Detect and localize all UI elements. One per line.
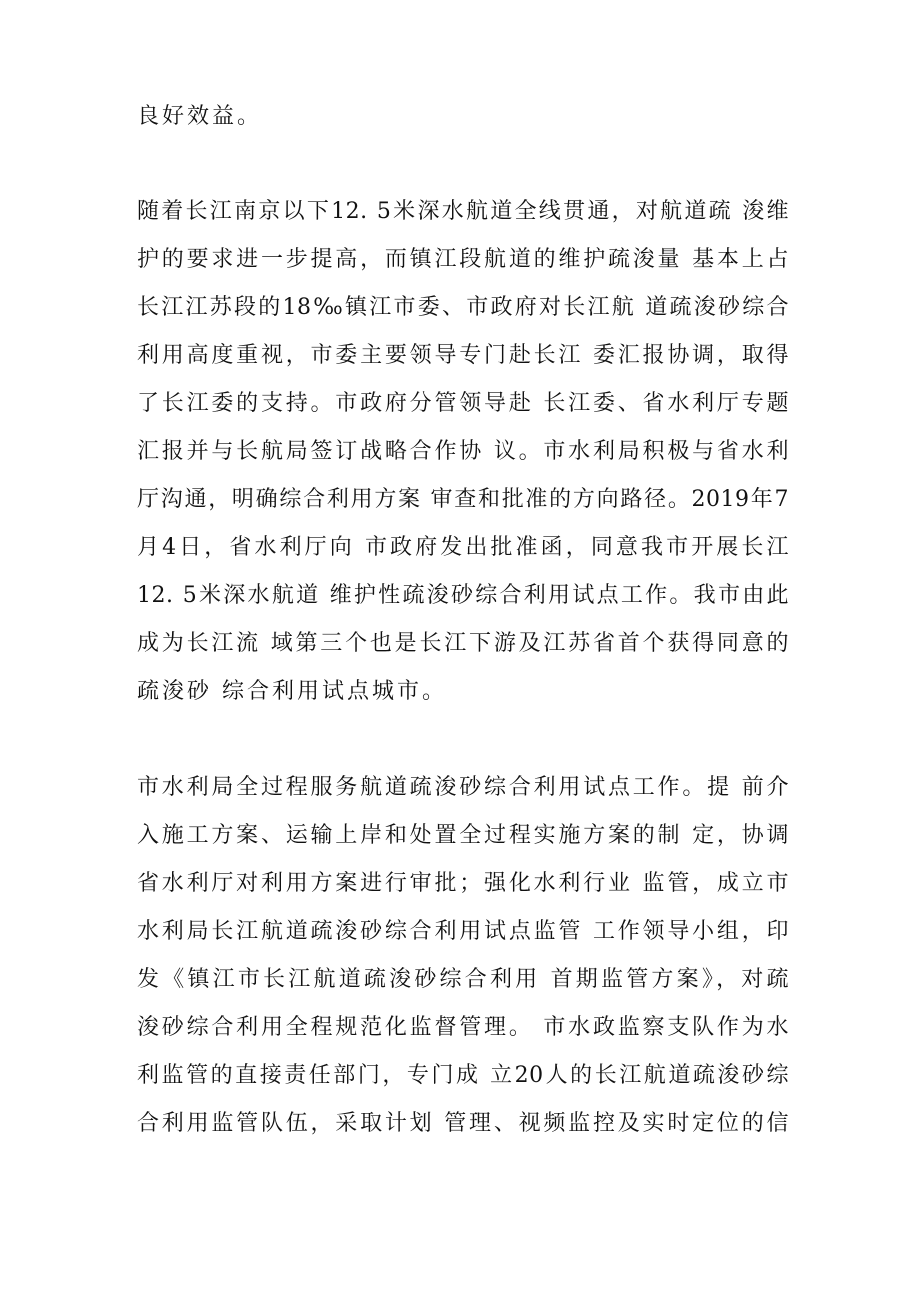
paragraph-3-line-1: 市水利局全过程服务航道疏浚砂综合利用试点工作。提 前介 <box>137 775 789 800</box>
paragraph-2-line-8: 月4日，省水利厅向 市政府发出批准函，同意我市开展长江 <box>137 535 789 560</box>
paragraph-3-line-2: 入施工方案、运输上岸和处置全过程实施方案的制 定，协调 <box>137 823 789 848</box>
paragraph-2-line-4: 利用高度重视，市委主要领导专门赴长江 委汇报协调，取得 <box>137 343 789 368</box>
paragraph-2-line-9: 12. 5米深水航道 维护性疏浚砂综合利用试点工作。我市由此 <box>137 583 789 608</box>
paragraph-2-line-10: 成为长江流 域第三个也是长江下游及江苏省首个获得同意的 <box>137 631 789 656</box>
paragraph-2-line-1: 随着长江南京以下12. 5米深水航道全线贯通，对航道疏 浚维 <box>137 199 789 224</box>
paragraph-3-line-7: 利监管的直接责任部门，专门成 立20人的长江航道疏浚砂综 <box>137 1063 789 1088</box>
paragraph-2-line-7: 厅沟通，明确综合利用方案 审查和批准的方向路径。2019年7 <box>137 487 789 512</box>
paragraph-3-line-6: 浚砂综合利用全程规范化监督管理。 市水政监察支队作为水 <box>137 1015 789 1040</box>
paragraph-3-line-4: 水利局长江航道疏浚砂综合利用试点监管 工作领导小组，印 <box>137 919 789 944</box>
paragraph-2-line-3: 长江江苏段的18‰镇江市委、市政府对长江航 道疏浚砂综合 <box>137 295 789 320</box>
paragraph-2-line-2: 护的要求进一步提高，而镇江段航道的维护疏浚量 基本上占 <box>137 247 789 272</box>
paragraph-3-line-8: 合利用监管队伍，采取计划 管理、视频监控及实时定位的信 <box>137 1111 789 1136</box>
paragraph-3-line-3: 省水利厅对利用方案进行审批；强化水利行业 监管，成立市 <box>137 871 789 896</box>
paragraph-2-line-11: 疏浚砂 综合利用试点城市。 <box>137 679 447 704</box>
paragraph-3-line-5: 发《镇江市长江航道疏浚砂综合利用 首期监管方案》，对疏 <box>137 967 789 992</box>
paragraph-1-line-1: 良好效益。 <box>137 104 263 129</box>
paragraph-2-line-6: 汇报并与长航局签订战略合作协 议。市水利局积极与省水利 <box>137 439 789 464</box>
paragraph-2-line-5: 了长江委的支持。市政府分管领导赴 长江委、省水利厅专题 <box>137 391 789 416</box>
